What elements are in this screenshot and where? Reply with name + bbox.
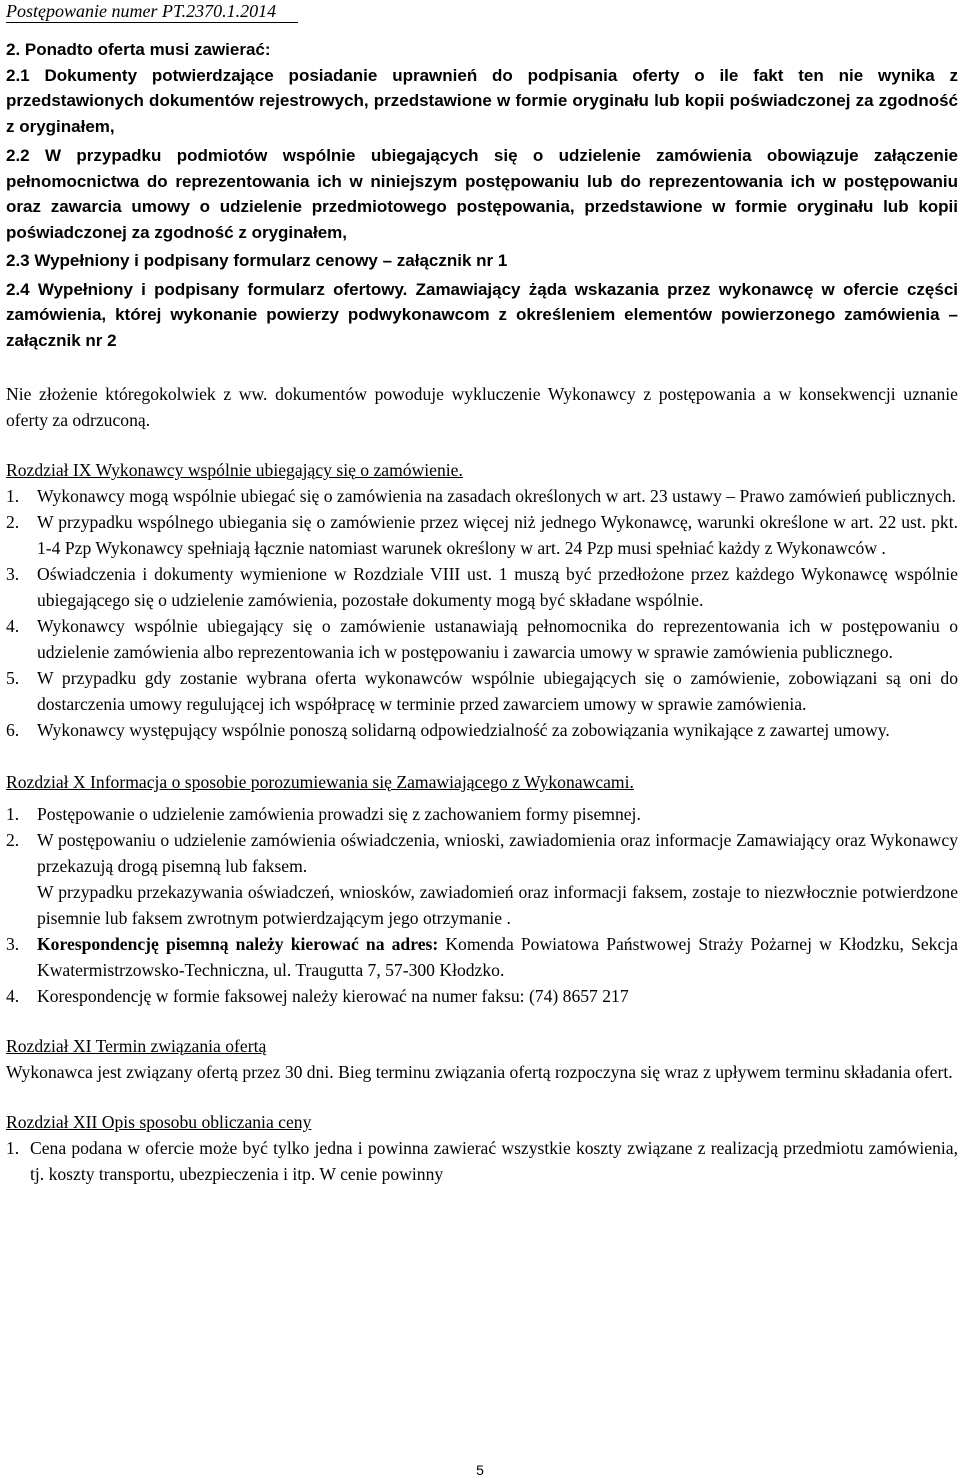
- list-item-text: Wykonawcy występujący wspólnie ponoszą solidarną odpowiedzialność za zobowiązania wynikające z zawartej umowy.: [37, 720, 890, 740]
- list-item-text: W przypadku wspólnego ubiegania się o zamówienie przez więcej niż jednego Wykonawcę, warunki określone w art. 22 ust. pkt. 1-4 Pzp Wykonawcy spełniają łącznie natomiast warunek określony w art. 24 Pzp musi spełniać każdy z Wykonawców .: [37, 512, 958, 558]
- list-item: [6, 509, 958, 561]
- chapter-9-title: Rozdział IX Wykonawcy wspólnie ubiegający się o zamówienie.: [6, 460, 463, 480]
- section-2-1: 2.1 Dokumenty potwierdzające posiadanie uprawnień do podpisania oferty o ile fakt ten nie wynika z przedstawionych dokumentów rejestrowych, przedstawione w formie oryginału lub kopii poświadczonej za zgodność z oryginałem,: [6, 65, 958, 136]
- chapter-11-title: Rozdział XI Termin związania ofertą: [6, 1036, 267, 1056]
- chapter-12-list: [6, 1135, 958, 1187]
- list-item: 4. Korespondencję w formie faksowej należy kierować na numer faksu: (74) 8657 217: [6, 986, 629, 1006]
- chapter-12-title: Rozdział XII Opis sposobu obliczania ceny: [6, 1112, 312, 1132]
- chapter-10-list: [6, 801, 958, 1009]
- list-item: [6, 613, 958, 665]
- list-item-text: W przypadku gdy zostanie wybrana oferta wykonawców wspólnie ubiegających się o zamówienie, zobowiązani są oni do dostarczenia umowy regulującej ich współpracę w terminie przed zawarciem umowy w sprawie zamówienia.: [37, 668, 958, 714]
- list-item-number: 5.: [6, 668, 20, 688]
- list-item: [6, 483, 958, 509]
- list-item: [6, 665, 958, 717]
- list-item: 1. Postępowanie o udzielenie zamówienia prowadzi się z zachowaniem formy pisemnej.: [6, 804, 641, 824]
- list-item: [6, 561, 958, 613]
- list-item-number: 6.: [6, 720, 20, 740]
- section-2-title: 2. Ponadto oferta musi zawierać:: [6, 40, 271, 59]
- list-item: [6, 717, 958, 743]
- list-item-number: 3.: [6, 564, 20, 584]
- list-item-text: Wykonawcy mogą wspólnie ubiegać się o zamówienia na zasadach określonych w art. 23 ustawy – Prawo zamówień publicznych.: [37, 486, 956, 506]
- chapter-10-title: Rozdział X Informacja o sposobie porozumiewania się Zamawiającego z Wykonawcami.: [6, 772, 634, 792]
- list-item-text: Wykonawcy wspólnie ubiegający się o zamówienie ustanawiają pełnomocnika do reprezentowania ich w postępowaniu o udzielenie zamówienia albo reprezentowania ich w postępowaniu i zawarcia umowy w sprawie zamówienia publicznego.: [37, 616, 958, 662]
- list-item: 1. Cena podana w ofercie może być tylko jedna i powinna zawierać wszystkie koszty związane z realizacją przedmiotu zamówienia, tj. koszty transportu, ubezpieczenia i itp. W cenie powinny: [6, 1138, 958, 1184]
- list-item: 3. Korespondencję pisemną należy kierować na adres: Komenda Powiatowa Państwowej Straży Pożarnej w Kłodzku, Sekcja Kwatermistrzowsko-Techniczna, ul. Traugutta 7, 57-300 Kłodzko.: [6, 934, 958, 980]
- list-item-number: 2.: [6, 512, 20, 532]
- list-item: 2. W postępowaniu o udzielenie zamówienia oświadczenia, wnioski, zawiadomienia oraz informacje Zamawiający oraz Wykonawcy przekazują drogą pisemną lub faksem. W przypadku przekazywania oświadczeń, wniosków, zawiadomień oraz informacji faksem, zostaje to niezwłocznie potwierdzone pisemnie lub faksem zwrotnym potwierdzającym jego otrzymanie .: [6, 830, 958, 928]
- exclusion-note: Nie złożenie któregokolwiek z ww. dokumentów powoduje wykluczenie Wykonawcy z postępowania a w konsekwencji uznanie oferty za odrzuconą.: [6, 384, 958, 430]
- running-header: Postępowanie numer PT.2370.1.2014: [6, 0, 298, 23]
- section-2-4: 2.4 Wypełniony i podpisany formularz ofertowy. Zamawiający żąda wskazania przez wykonawcę w ofercie części zamówienia, której wykonanie powierzy podwykonawcom z określeniem elementów powierzonego zamówienia – załącznik nr 2: [6, 279, 958, 350]
- page-number: 5: [476, 1462, 484, 1478]
- chapter-9-list: [6, 483, 958, 743]
- section-2-3: 2.3 Wypełniony i podpisany formularz cenowy – załącznik nr 1: [6, 251, 508, 270]
- list-item-number: 1.: [6, 486, 20, 506]
- chapter-11-text: Wykonawca jest związany ofertą przez 30 dni. Bieg terminu związania ofertą rozpoczyna się wraz z upływem terminu składania ofert.: [6, 1062, 953, 1082]
- section-2-2: 2.2 W przypadku podmiotów wspólnie ubiegających się o udzielenie zamówienia obowiązuje załączenie pełnomocnictwa do reprezentowania ich w niniejszym postępowaniu lub do reprezentowania ich w postępowaniu oraz zawarcia umowy o udzielenie przedmiotowego postępowania, przedstawione w formie oryginału lub kopii poświadczonej za zgodność z oryginałem,: [6, 146, 958, 242]
- list-item-number: 4.: [6, 616, 20, 636]
- list-item-text: Oświadczenia i dokumenty wymienione w Rozdziale VIII ust. 1 muszą być przedłożone przez każdego Wykonawcę wspólnie ubiegającego się o udzielenie zamówienia, pozostałe dokumenty mogą być składane wspólnie.: [37, 564, 958, 610]
